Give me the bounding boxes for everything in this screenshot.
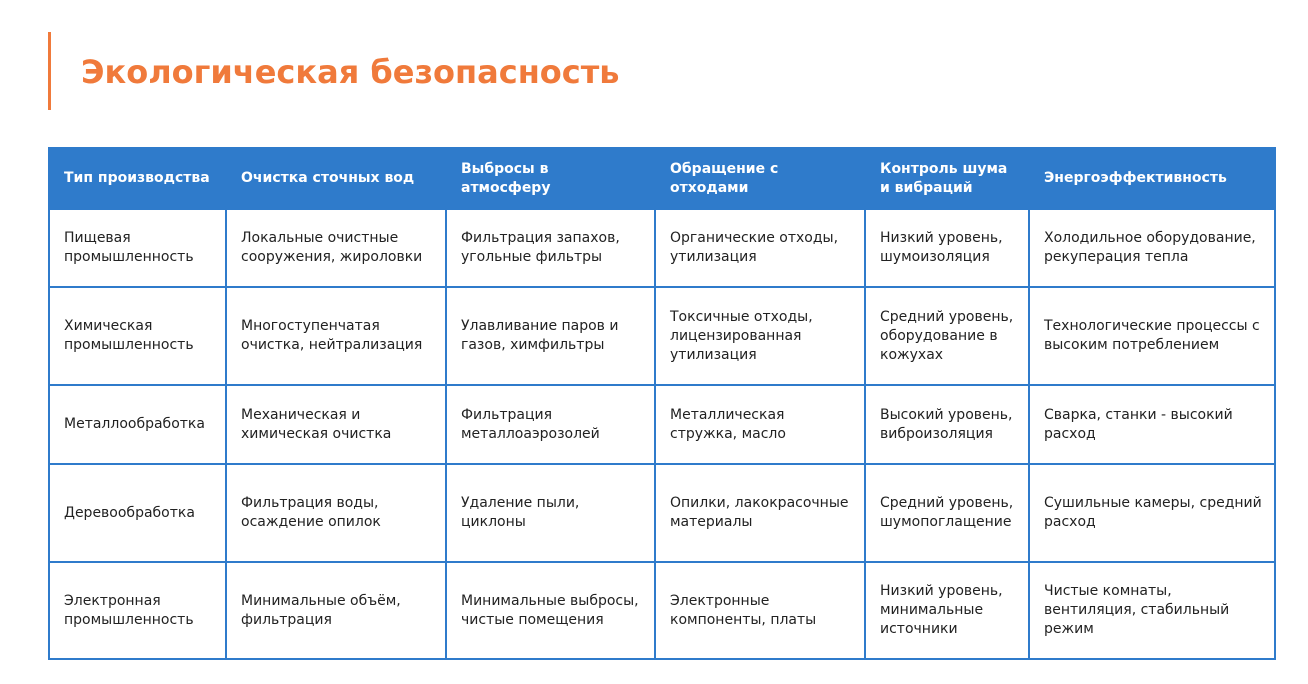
table-cell: Технологические процессы с высоким потреблением bbox=[1029, 287, 1275, 385]
table-cell: Фильтрация запахов, угольные фильтры bbox=[446, 209, 655, 287]
table-row bbox=[49, 287, 1275, 385]
table-cell: Удаление пыли, циклоны bbox=[446, 464, 655, 562]
table-cell: Низкий уровень, шумоизоляция bbox=[865, 209, 1029, 287]
header-waste: Обращение с отходами bbox=[655, 148, 865, 209]
table-row bbox=[49, 209, 1275, 287]
table-cell: Сварка, станки - высокий расход bbox=[1029, 385, 1275, 464]
table-cell: Низкий уровень, минимальные источники bbox=[865, 562, 1029, 659]
table-cell: Химическая промышленность bbox=[49, 287, 226, 385]
table-cell: Минимальные выбросы, чистые помещения bbox=[446, 562, 655, 659]
header-energy: Энергоэффективность bbox=[1029, 148, 1275, 209]
table-cell: Многоступенчатая очистка, нейтрализация bbox=[226, 287, 446, 385]
table-cell: Высокий уровень, виброизоляция bbox=[865, 385, 1029, 464]
table-cell: Электронные компоненты, платы bbox=[655, 562, 865, 659]
table-row bbox=[49, 385, 1275, 464]
table-cell: Холодильное оборудование, рекуперация тепла bbox=[1029, 209, 1275, 287]
table-cell: Средний уровень, оборудование в кожухах bbox=[865, 287, 1029, 385]
title-accent-bar bbox=[48, 32, 51, 110]
table-cell: Пищевая промышленность bbox=[49, 209, 226, 287]
table-cell: Чистые комнаты, вентиляция, стабильный режим bbox=[1029, 562, 1275, 659]
header-emissions: Выбросы в атмосферу bbox=[446, 148, 655, 209]
table-cell: Токсичные отходы, лицензированная утилизация bbox=[655, 287, 865, 385]
table-header-row bbox=[49, 148, 1275, 209]
header-wastewater: Очистка сточных вод bbox=[226, 148, 446, 209]
table-cell: Металлообработка bbox=[49, 385, 226, 464]
table-cell: Средний уровень, шумопоглащение bbox=[865, 464, 1029, 562]
table-row bbox=[49, 464, 1275, 562]
header-production-type: Тип производства bbox=[49, 148, 226, 209]
table-cell: Сушильные камеры, средний расход bbox=[1029, 464, 1275, 562]
page-title: Экологическая безопасность bbox=[81, 53, 620, 91]
table-row bbox=[49, 562, 1275, 659]
table-cell: Улавливание паров и газов, химфильтры bbox=[446, 287, 655, 385]
table-cell: Локальные очистные сооружения, жироловки bbox=[226, 209, 446, 287]
ecology-table bbox=[48, 147, 1276, 660]
table-cell: Фильтрация металлоаэрозолей bbox=[446, 385, 655, 464]
table-cell: Электронная промышленность bbox=[49, 562, 226, 659]
table-cell: Механическая и химическая очистка bbox=[226, 385, 446, 464]
table-cell: Деревообработка bbox=[49, 464, 226, 562]
table-cell: Опилки, лакокрасочные материалы bbox=[655, 464, 865, 562]
table-cell: Органические отходы, утилизация bbox=[655, 209, 865, 287]
table-cell: Металлическая стружка, масло bbox=[655, 385, 865, 464]
table-cell: Минимальные объём, фильтрация bbox=[226, 562, 446, 659]
header-noise: Контроль шума и вибраций bbox=[865, 148, 1029, 209]
table-cell: Фильтрация воды, осаждение опилок bbox=[226, 464, 446, 562]
